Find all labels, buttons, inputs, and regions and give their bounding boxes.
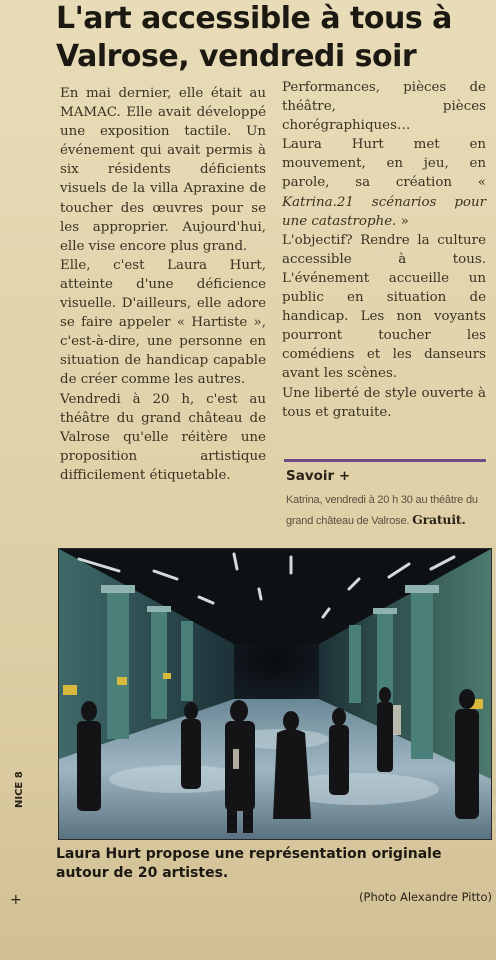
paragraph: Vendredi à 20 h, c'est au théâtre du grand château de Valrose qu'elle réitère une proposition artistique difficilement étiquetable. <box>60 391 266 483</box>
paragraph: En mai dernier, elle était au MAMAC. Elle avait développé une exposition tactile. Un événement qui avait permis à six résidents déficients visuels de la villa Apraxine de toucher des œuvres pour se les approprier. Aujourd'hui, elle vise encore plus grand. <box>60 86 266 254</box>
paragraph-text: » <box>396 213 409 229</box>
savoir-title: Savoir + <box>286 468 351 484</box>
article-column-1 <box>60 84 266 485</box>
article-column-2 <box>282 78 486 422</box>
article-headline: L'art accessible à tous à Valrose, vendredi soir <box>56 1 452 74</box>
show-title: Katrina.21 scénarios pour une catastrophe. <box>282 194 486 229</box>
paragraph-text: Laura Hurt met en mouvement, en jeu, en parole, sa création « <box>282 137 486 191</box>
crop-mark: + <box>10 892 22 908</box>
savoir-info <box>286 490 490 531</box>
article-photo <box>58 548 492 840</box>
photo-credit: (Photo Alexandre Pitto) <box>359 890 492 904</box>
paragraph <box>282 135 486 230</box>
paragraph: Elle, c'est Laura Hurt, atteinte d'une déficience visuelle. D'ailleurs, elle adore se faire appeler « Hartiste », c'est-à-dire, une personne en situation de handicap capable de créer comme les autres. <box>60 257 266 388</box>
paragraph: Performances, pièces de théâtre, pièces chorégraphiques… <box>282 80 486 134</box>
savoir-text: Katrina, vendredi à 20 h 30 au théâtre du grand château de Valrose. <box>286 494 478 527</box>
paragraph: L'objectif? Rendre la culture accessible à tous. L'événement accueille un public en situation de handicap. Les non voyants pourront toucher les comédiens et les danseurs avant les scènes. <box>282 232 486 382</box>
paragraph: Une liberté de style ouverte à tous et gratuite. <box>282 385 486 420</box>
page-label: NICE 8 <box>14 771 25 808</box>
savoir-highlight: Gratuit. <box>412 512 466 527</box>
savoir-divider <box>284 459 486 462</box>
photo-caption: Laura Hurt propose une représentation originale autour de 20 artistes. <box>56 846 442 881</box>
